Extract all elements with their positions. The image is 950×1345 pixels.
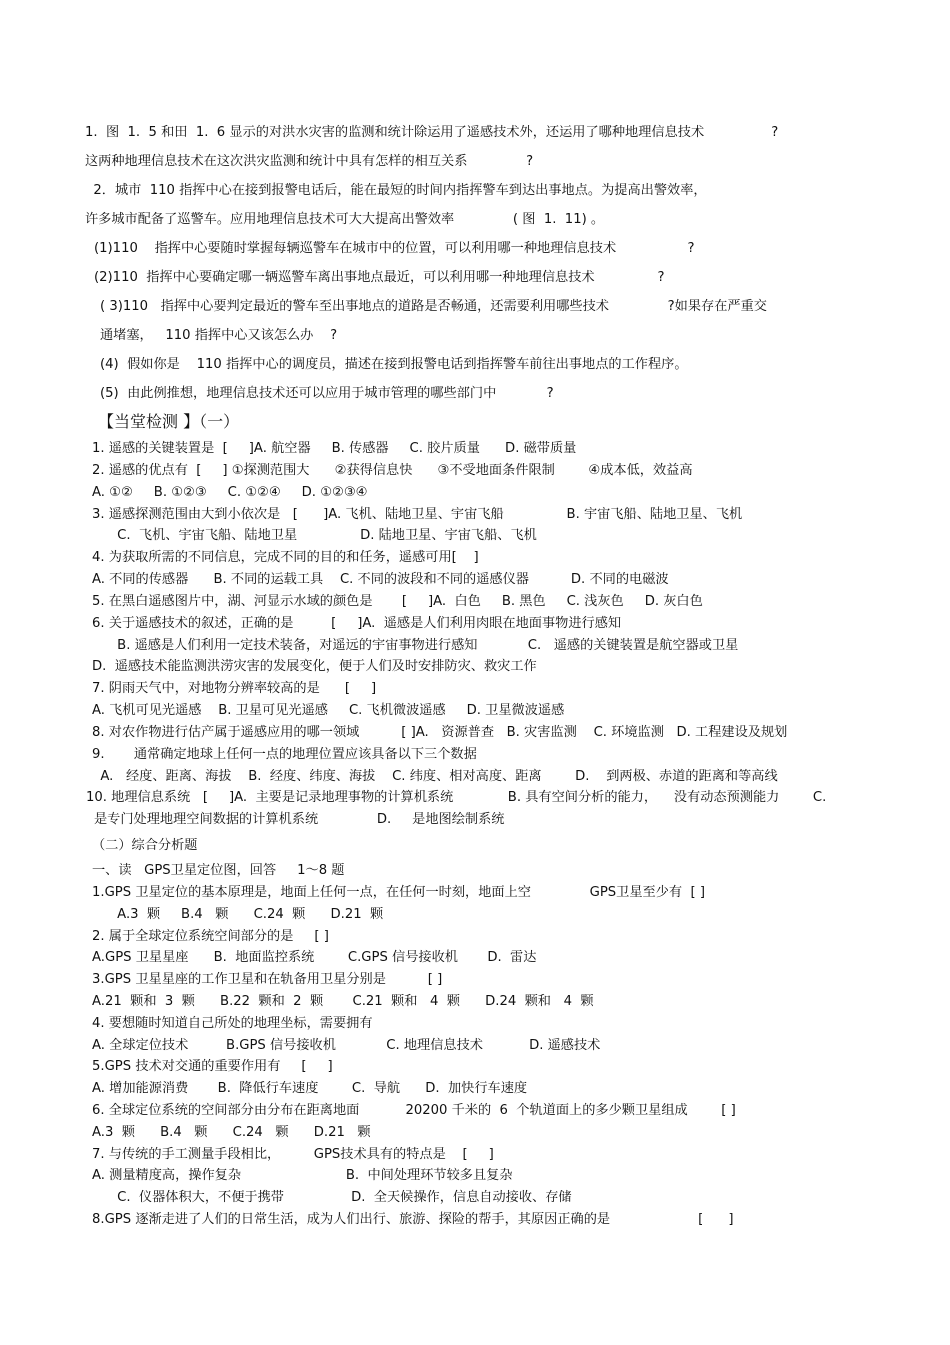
gps-line: 6. 全球定位系统的空间部分由分布在距离地面 20200 千米的 6 个轨道面上的多少颗卫星组成 [ ] <box>92 1103 736 1118</box>
gps-line: A. 增加能源消费 B. 降低行车速度 C. 导航 D. 加快行车速度 <box>92 1081 528 1096</box>
gps-line: C. 仪器体积大，不便于携带 D. 全天候操作，信息自动接收、存储 <box>92 1190 572 1205</box>
gps-intro: 一、读 GPS卫星定位图，回答 1～8 题 <box>92 863 345 878</box>
quiz-line: 7. 阴雨天气中，对地物分辨率较高的是 [ ] <box>92 681 377 696</box>
question-1-line-2: 这两种地理信息技术在这次洪灾监测和统计中具有怎样的相互关系 ? <box>85 154 534 169</box>
gps-line: 1.GPS 卫星定位的基本原理是，地面上任何一点，在任何一时刻，地面上空 GPS卫星至少有 [ ] <box>92 885 705 900</box>
gps-line: 8.GPS 逐渐走进了人们的日常生活，成为人们出行、旅游、探险的帮手，其原因正确的是 [ ] <box>92 1212 734 1227</box>
gps-line: 4. 要想随时知道自己所处的地理坐标，需要拥有 <box>92 1016 373 1031</box>
quiz-line: 6. 关于遥感技术的叙述，正确的是 [ ]A. 遥感是人们利用肉眼在地面事物进行感知 <box>92 616 622 631</box>
quiz-line: 8. 对农作物进行估产属于遥感应用的哪一领域 [ ]A. 资源普查 B. 灾害监测 C. 环境监测 D. 工程建设及规划 <box>92 725 788 740</box>
quiz-line: C. 飞机、宇宙飞船、陆地卫星 D. 陆地卫星、宇宙飞船、飞机 <box>92 528 537 543</box>
sub-question-5: (5) 由此例推想，地理信息技术还可以应用于城市管理的哪些部门中 ? <box>100 386 554 401</box>
sub-question-2: (2)110 指挥中心要确定哪一辆巡警车离出事地点最近，可以利用哪一种地理信息技术 ? <box>94 270 665 285</box>
question-2-line-2: 许多城市配备了巡警车。应用地理信息技术可大大提高出警效率 ( 图 1. 11) 。 <box>85 212 605 227</box>
gps-line: 7. 与传统的手工测量手段相比， GPS技术具有的特点是 [ ] <box>92 1147 494 1162</box>
quiz-line: 是专门处理地理空间数据的计算机系统 D. 是地图绘制系统 <box>94 812 505 827</box>
question-2-line-1: 2．城市 110 指挥中心在接到报警电话后，能在最短的时间内指挥警车到达出事地点。为提高出警效率， <box>85 183 707 198</box>
quiz-line: A. 飞机可见光遥感 B. 卫星可见光遥感 C. 飞机微波遥感 D. 卫星微波遥感 <box>92 703 565 718</box>
quiz-line: 2. 遥感的优点有 [ ] ①探测范围大 ②获得信息快 ③不受地面条件限制 ④成本低，效益高 <box>92 463 693 478</box>
gps-line: A. 测量精度高，操作复杂 B. 中间处理环节较多且复杂 <box>92 1168 513 1183</box>
quiz-line: A. 经度、距离、海拔 B. 经度、纬度、海拔 C. 纬度、相对高度、距离 D. 到两极、赤道的距离和等高线 <box>92 769 778 784</box>
quiz-line: 4. 为获取所需的不同信息，完成不同的目的和任务，遥感可用[ ] <box>92 550 479 565</box>
gps-line: A.21 颗和 3 颗 B.22 颗和 2 颗 C.21 颗和 4 颗 D.24 颗和 4 颗 <box>92 994 594 1009</box>
quiz-line: 9. 通常确定地球上任何一点的地理位置应该具备以下三个数据 <box>92 747 477 762</box>
quiz-line: 5. 在黑白遥感图片中，湖、河显示水域的颜色是 [ ]A. 白色 B. 黑色 C. 浅灰色 D. 灰白色 <box>92 594 703 609</box>
gps-line: 2. 属于全球定位系统空间部分的是 [ ] <box>92 929 329 944</box>
sub-question-1: (1)110 指挥中心要随时掌握每辆巡警车在城市中的位置，可以利用哪一种地理信息技术 ? <box>94 241 695 256</box>
gps-line: A.GPS 卫星星座 B. 地面监控系统 C.GPS 信号接收机 D. 雷达 <box>92 950 537 965</box>
quiz-line: 1. 遥感的关键装置是 [ ]A. 航空器 B. 传感器 C. 胶片质量 D. 磁带质量 <box>92 441 577 456</box>
quiz-line: D. 遥感技术能监测洪涝灾害的发展变化，便于人们及时安排防灾、救灾工作 <box>92 659 537 674</box>
gps-line: 5.GPS 技术对交通的重要作用有 [ ] <box>92 1059 333 1074</box>
subsection-heading: （二）综合分析题 <box>92 838 198 853</box>
gps-line: A. 全球定位技术 B.GPS 信号接收机 C. 地理信息技术 D. 遥感技术 <box>92 1038 601 1053</box>
sub-question-3-line-1: ( 3)110 指挥中心要判定最近的警车至出事地点的道路是否畅通，还需要利用哪些技术 ?如果存在严重交 <box>100 299 767 314</box>
gps-line: A.3 颗 B.4 颗 C.24 颗 D.21 颗 <box>92 907 384 922</box>
sub-question-4: (4) 假如你是 110 指挥中心的调度员，描述在接到报警电话到指挥警车前往出事地点的工作程序。 <box>100 357 688 372</box>
sub-question-3-line-2: 通堵塞， 110 指挥中心又该怎么办 ? <box>100 328 338 343</box>
quiz-line: 3. 遥感探测范围由大到小依次是 [ ]A. 飞机、陆地卫星、宇宙飞船 B. 宇宙飞船、陆地卫星、飞机 <box>92 507 743 522</box>
quiz-line: B. 遥感是人们利用一定技术装备，对遥远的宇宙事物进行感知 C. 遥感的关键装置是航空器或卫星 <box>92 638 739 653</box>
quiz-line: A. 不同的传感器 B. 不同的运载工具 C. 不同的波段和不同的遥感仪器 D. 不同的电磁波 <box>92 572 669 587</box>
question-1-line-1: 1. 图 1. 5 和田 1. 6 显示的对洪水灾害的监测和统计除运用了遥感技术外，还运用了哪种地理信息技术 ? <box>85 125 779 140</box>
quiz-line: A. ①② B. ①②③ C. ①②④ D. ①②③④ <box>92 485 368 500</box>
gps-line: A.3 颗 B.4 颗 C.24 颗 D.21 颗 <box>92 1125 371 1140</box>
gps-line: 3.GPS 卫星星座的工作卫星和在轨备用卫星分别是 [ ] <box>92 972 443 987</box>
quiz-line: 10. 地理信息系统 [ ]A. 主要是记录地理事物的计算机系统 B. 具有空间分析的能力， 没有动态预测能力 C. <box>86 790 827 805</box>
section-heading: 【当堂检测 】（一） <box>98 412 240 431</box>
